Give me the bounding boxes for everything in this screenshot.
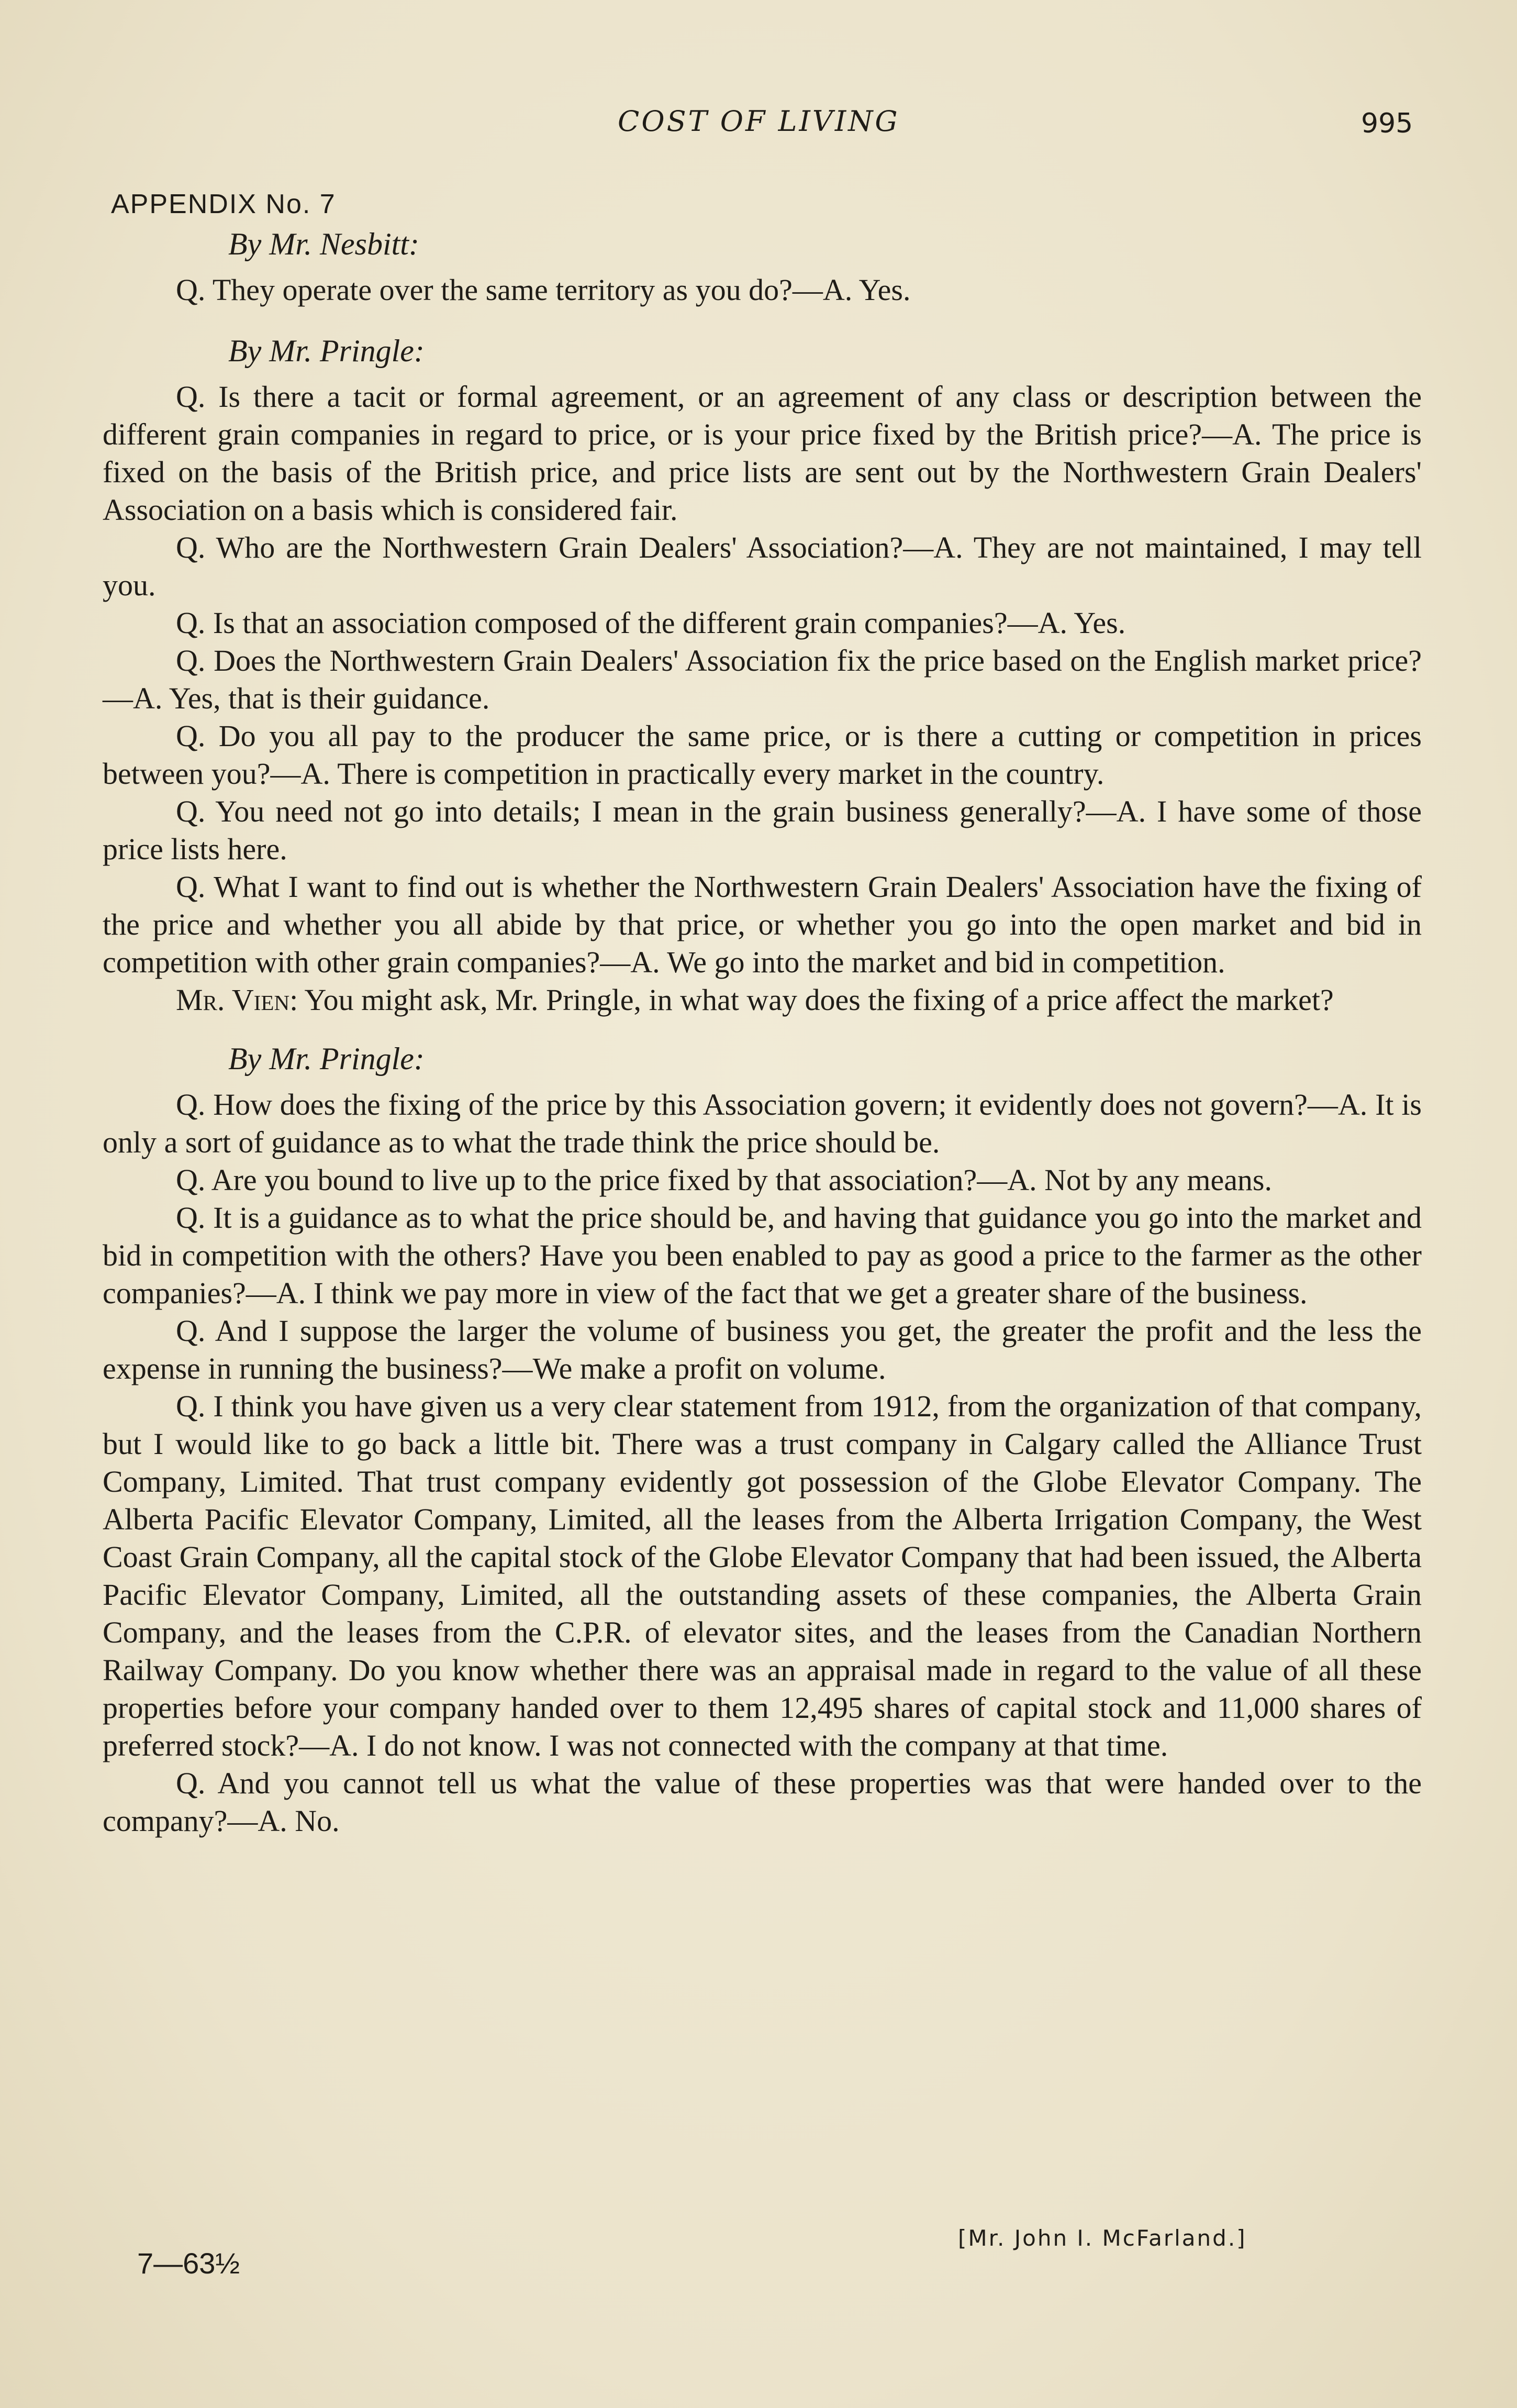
paragraph: Q. You need not go into details; I mean in the grain business generally?—A. I have some of those price lists here. (103, 794, 1422, 866)
paragraph: Q. And I suppose the larger the volume of business you get, the greater the profit and the less the expense in running the business?—We make a profit on volume. (103, 1314, 1422, 1385)
paragraph: Q. Does the Northwestern Grain Dealers' Association fix the price based on the English market price?—A. Yes, that is their guidance. (103, 643, 1422, 715)
paragraph: Q. Do you all pay to the producer the same price, or is there a cutting or competition in prices between you?—A. There is competition in practically every market in the country. (103, 719, 1422, 791)
appendix-label: APPENDIX No. 7 (111, 189, 336, 219)
paragraph: Q. Are you bound to live up to the price fixed by that association?—A. Not by any means. (176, 1163, 1273, 1197)
paragraph: Q. Is that an association composed of the different grain companies?—A. Yes. (176, 606, 1126, 640)
paragraph: Q. They operate over the same territory as you do?—A. Yes. (176, 273, 911, 307)
paragraph: Q. It is a guidance as to what the price should be, and having that guidance you go into the market and bid in competition with the others? Have you been enabled to pay as good a price to the farmer as the other companies?—A. I think we pay more in view of the fact that we get a greater share of the business. (103, 1201, 1422, 1310)
running-title: COST OF LIVING (618, 105, 900, 138)
paragraph: Q. What I want to find out is whether the Northwestern Grain Dealers' Association have the fixing of the price and whether you all abide by that price, or whether you go into the open market and bid in competition with other grain companies?—A. We go into the market and bid in competition. (103, 870, 1422, 979)
paragraph: Q. Is there a tacit or formal agreement, or an agreement of any class or description between the different grain companies in regard to price, or is your price fixed by the British price?—A. The price is fixed on the basis of the British price, and price lists are sent out by the Northwestern Grain Dealers' Association on a basis which is considered fair. (103, 380, 1422, 527)
speaker-heading-pringle-again: By Mr. Pringle: (228, 1041, 425, 1076)
paragraph: Q. How does the fixing of the price by this Association govern; it evidently does not govern?—A. It is only a sort of guidance as to what the trade think the price should be. (103, 1088, 1422, 1159)
witness-attribution: [Mr. John I. McFarland.] (958, 2225, 1247, 2251)
printer-signature-mark: 7—63½ (137, 2247, 240, 2280)
vien-statement (103, 981, 1422, 1019)
speaker-name-vien: Mr. Vien (176, 983, 290, 1017)
paragraph: Q. And you cannot tell us what the value of these properties was that were handed over to the company?—A. No. (103, 1766, 1422, 1838)
body-text (103, 225, 1422, 1840)
paragraph: Q. Who are the Northwestern Grain Dealers' Association?—A. They are not maintained, I may tell you. (103, 530, 1422, 602)
speaker-heading-nesbitt: By Mr. Nesbitt: (228, 227, 419, 261)
vien-text: : You might ask, Mr. Pringle, in what way does the fixing of a price affect the market? (289, 983, 1334, 1017)
speaker-heading-pringle: By Mr. Pringle: (228, 334, 425, 368)
page-number: 995 (1361, 108, 1413, 139)
running-head (0, 105, 1517, 152)
paragraph: Q. I think you have given us a very clear statement from 1912, from the organization of that company, but I would like to go back a little bit. There was a trust company in Calgary called the Alliance Trust Company, Limited. That trust company evidently got possession of the Globe Elevator Company. The Alberta Pacific Elevator Company, Limited, all the leases from the Alberta Irrigation Company, the West Coast Grain Company, all the capital stock of the Globe Elevator Company that had been issued, the Alberta Pacific Elevator Company, Limited, all the outstanding assets of these companies, the Alberta Grain Company, and the leases from the C.P.R. of elevator sites, and the leases from the Canadian Northern Railway Company. Do you know whether there was an appraisal made in regard to the value of all these properties before your company handed over to them 12,495 shares of capital stock and 11,000 shares of preferred stock?—A. I do not know. I was not connected with the company at that time. (103, 1389, 1422, 1762)
